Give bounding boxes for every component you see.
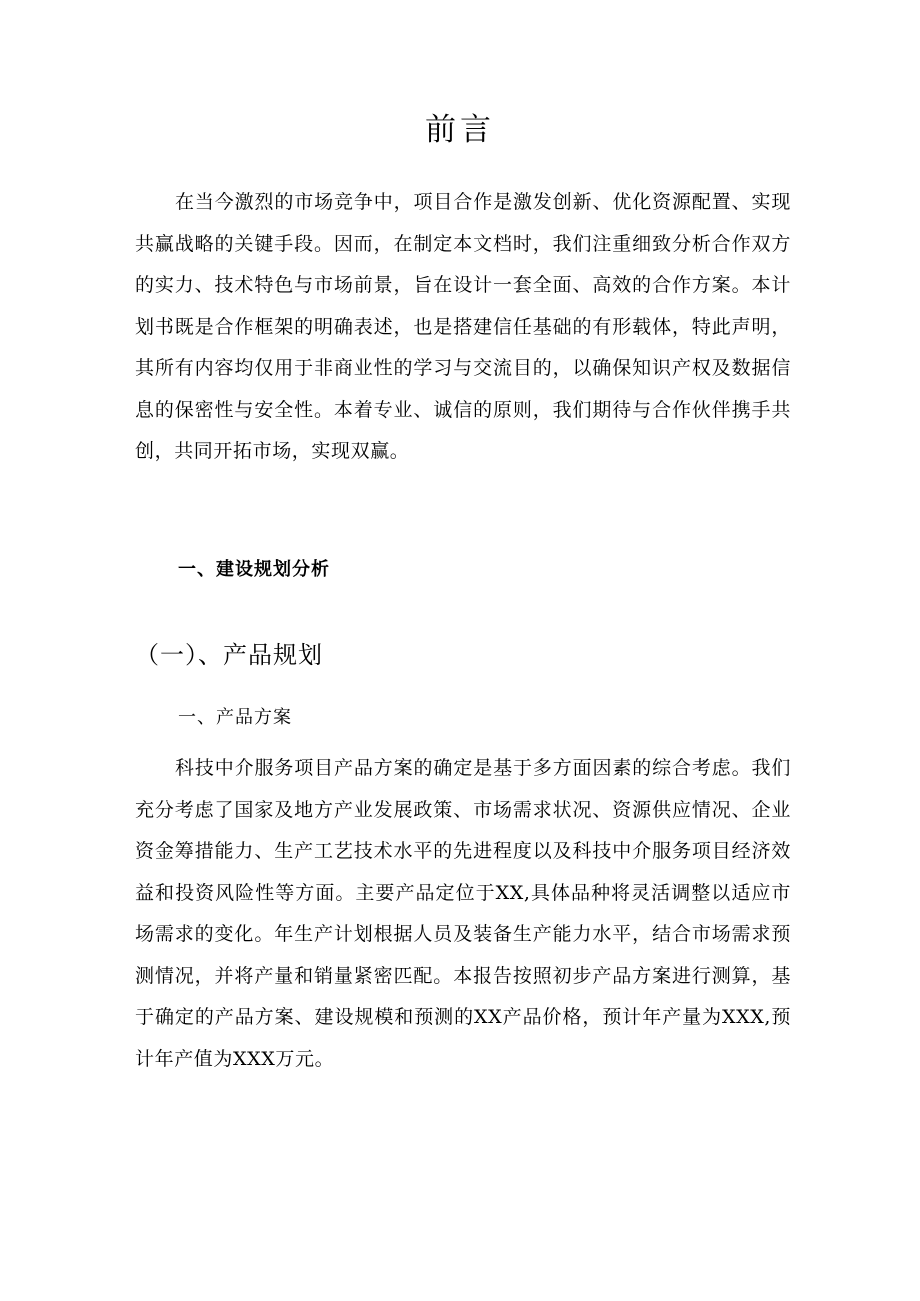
product-paragraph: 科技中介服务项目产品方案的确定是基于多方面因素的综合考虑。我们充分考虑了国家及地方产业发展政策、市场需求状况、资源供应情况、企业资金筹措能力、生产工艺技术水平的先进程度以及科技中介服务项目经济效益和投资风险性等方面。主要产品定位于XX,具体品种将灵活调整以适应市场需求的变化。年生产计划根据人员及装备生产能力水平，结合市场需求预测情况，并将产量和销量紧密匹配。本报告按照初步产品方案进行测算，基于确定的产品方案、建设规模和预测的XX产品价格，预计年产量为XXX,预计年产值为XXX万元。 (135, 757, 791, 1070)
page-title: 前言 (425, 112, 495, 148)
subsection-heading: （一）、产品规划 (135, 641, 323, 669)
section-heading: 一、建设规划分析 (178, 559, 330, 580)
intro-paragraph: 在当今激烈的市场竞争中，项目合作是激发创新、优化资源配置、实现共赢战略的关键手段。因而，在制定本文档时，我们注重细致分析合作双方的实力、技术特色与市场前景，旨在设计一套全面、高效的合作方案。本计划书既是合作框架的明确表述，也是搭建信任基础的有形载体，特此声明，其所有内容均仅用于非商业性的学习与交流目的，以确保知识产权及数据信息的保密性与安全性。本着专业、诚信的原则，我们期待与合作伙伴携手共创，共同开拓市场，实现双赢。 (135, 191, 791, 462)
subsubsection-heading: 一、产品方案 (178, 707, 292, 728)
